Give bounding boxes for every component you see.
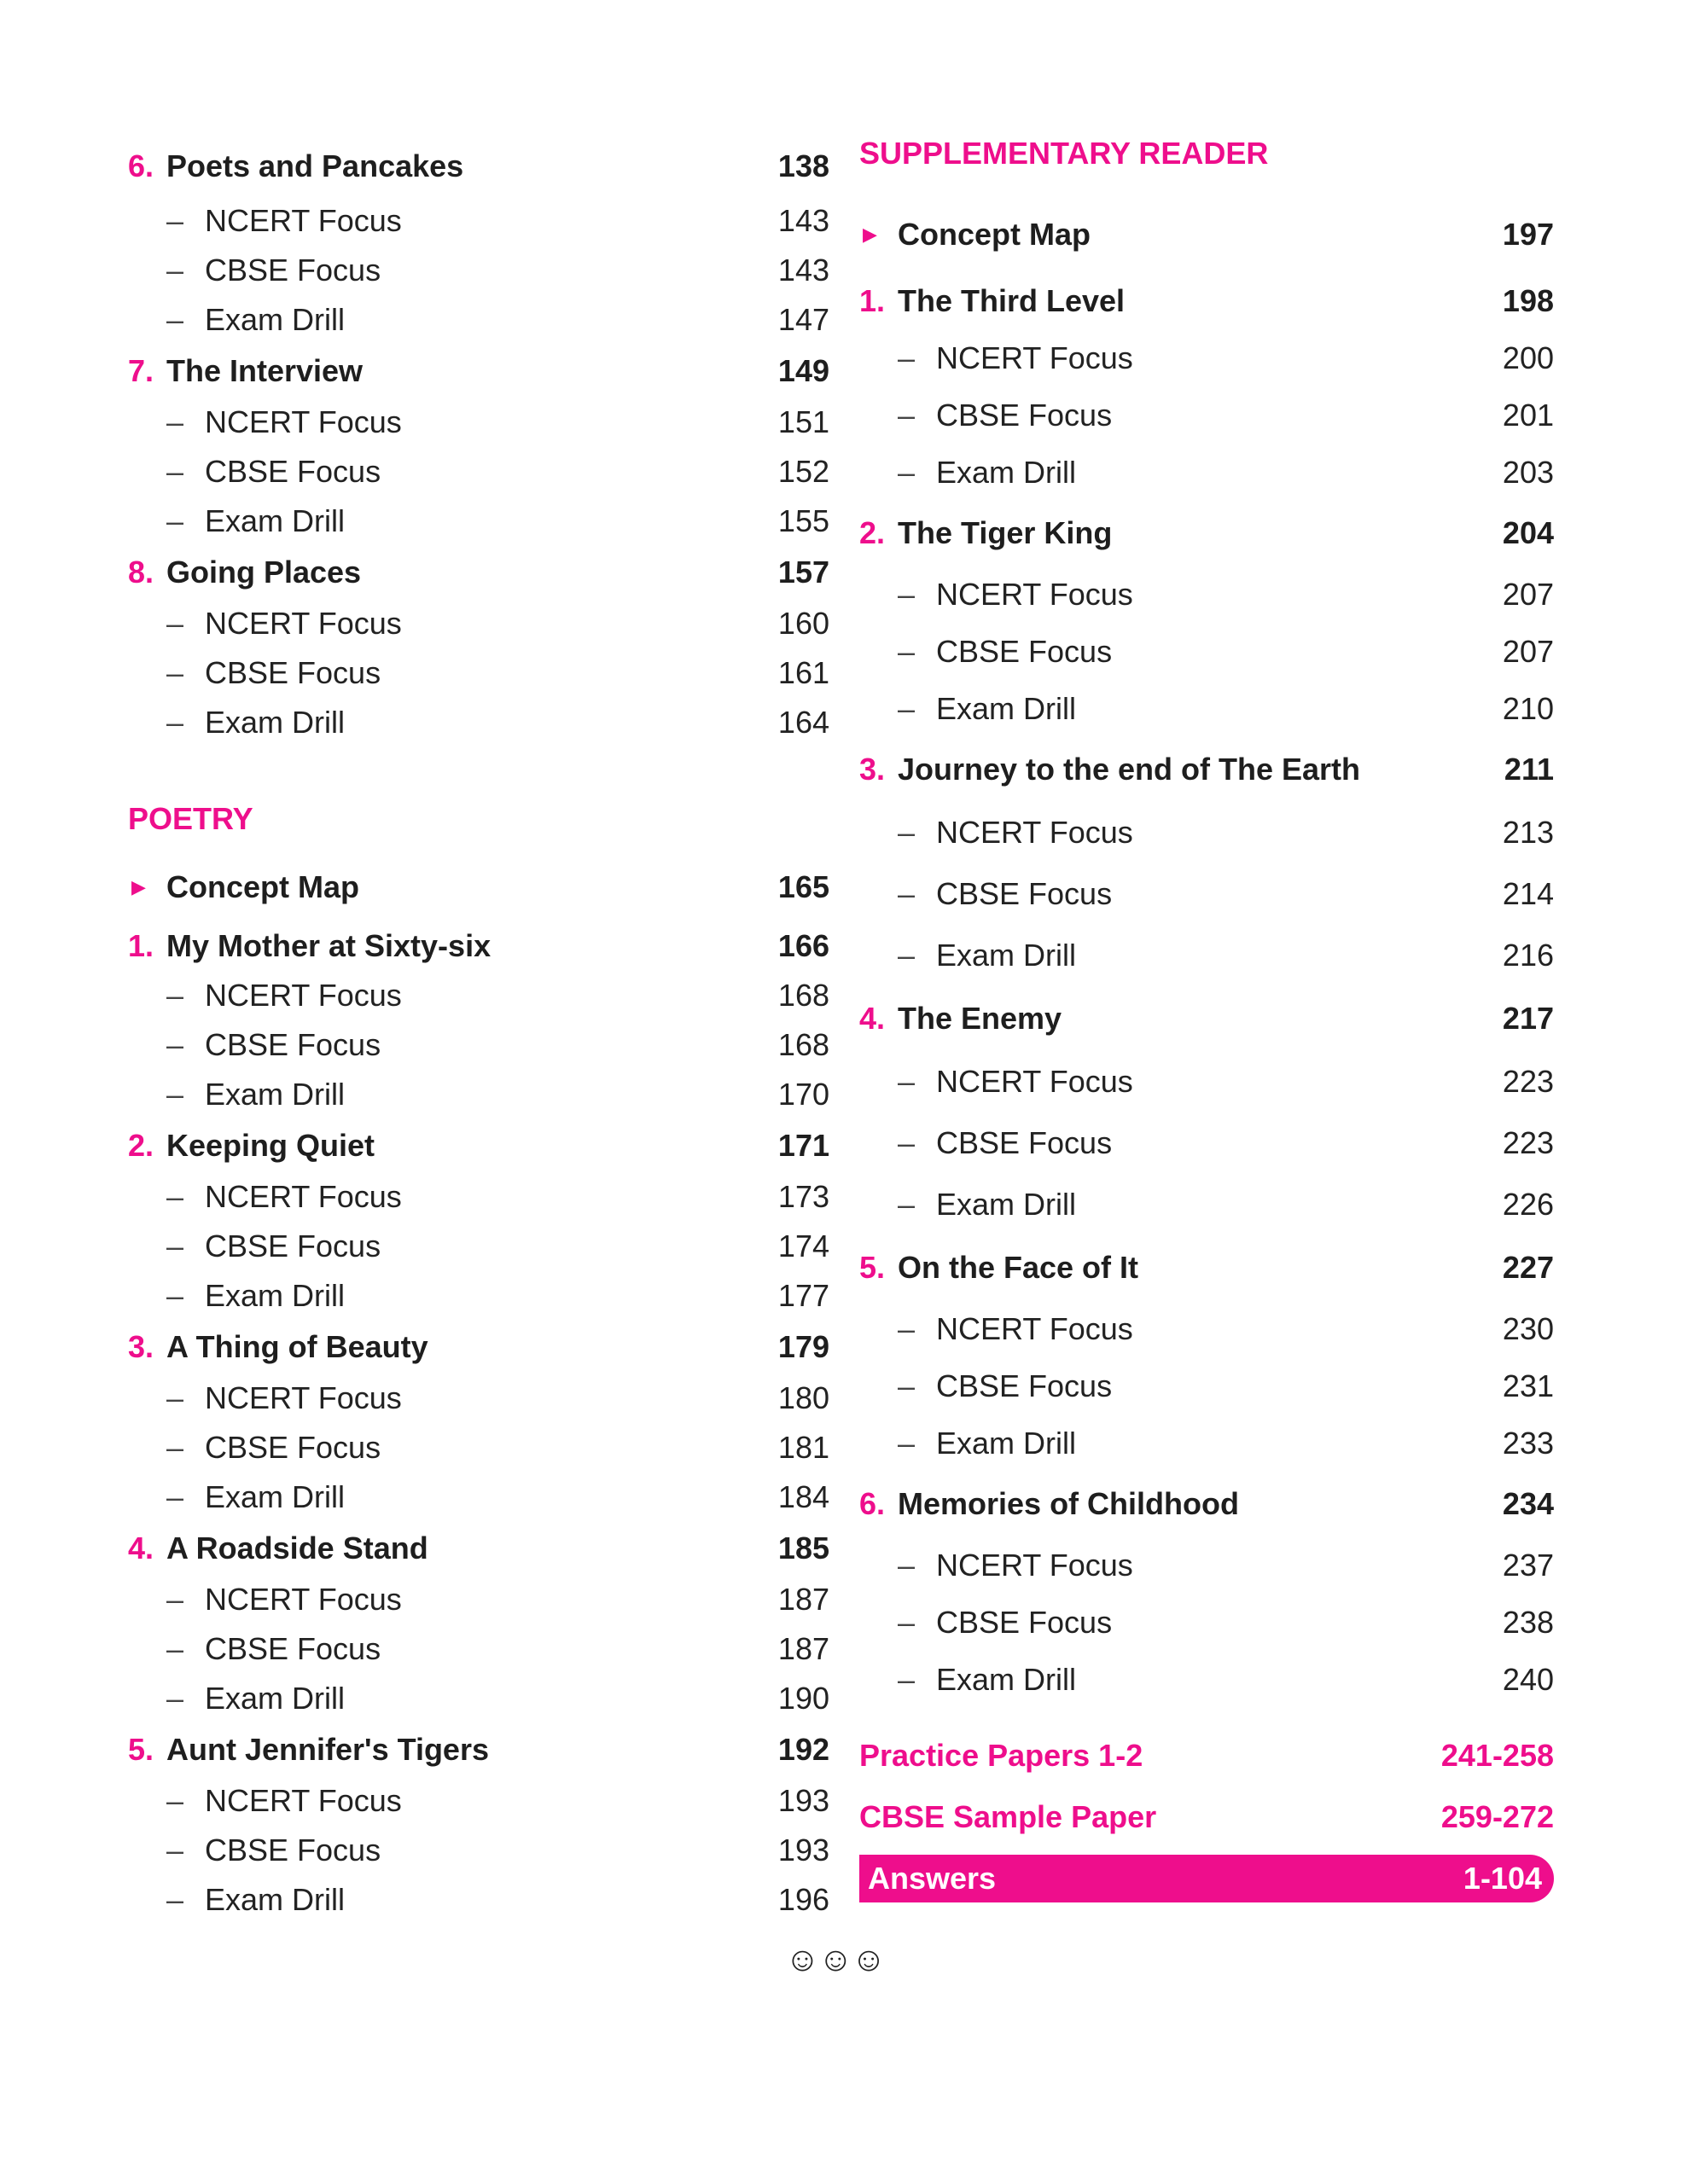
dash-bullet: – bbox=[166, 203, 184, 238]
chapter-page: 198 bbox=[1502, 283, 1554, 318]
subsection-page: 196 bbox=[777, 1882, 829, 1917]
chapter-page: 185 bbox=[777, 1531, 829, 1565]
subsection-label: CBSE Focus bbox=[936, 397, 1113, 433]
chapter-title: Poets and Pancakes bbox=[166, 148, 464, 183]
subsection-row[interactable] bbox=[128, 1624, 829, 1674]
subsection-label: CBSE Focus bbox=[205, 454, 381, 489]
chapter-title: Keeping Quiet bbox=[166, 1128, 375, 1163]
dash-bullet: – bbox=[166, 1783, 184, 1818]
subsection-page: 161 bbox=[777, 655, 829, 690]
subsection-row[interactable] bbox=[128, 246, 829, 295]
sample-paper-pages: 259-272 bbox=[1440, 1799, 1554, 1834]
chapter-block bbox=[128, 1723, 829, 1925]
chapter-number: 6. bbox=[859, 1486, 886, 1521]
dash-bullet: – bbox=[166, 503, 184, 538]
chapter-title: The Enemy bbox=[898, 1001, 1062, 1036]
subsection-page: 201 bbox=[1502, 397, 1554, 433]
subsection-row[interactable] bbox=[859, 623, 1554, 680]
chapter-number: 3. bbox=[128, 1329, 154, 1364]
chapter-heading[interactable] bbox=[128, 1723, 829, 1776]
subsection-label: Exam Drill bbox=[936, 1425, 1077, 1461]
subsection-page: 152 bbox=[777, 454, 829, 489]
subsection-label: NCERT Focus bbox=[936, 1310, 1133, 1346]
subsection-page: 143 bbox=[777, 203, 829, 238]
subsection-row[interactable] bbox=[128, 1271, 829, 1321]
dash-bullet: – bbox=[898, 1064, 916, 1099]
chapter-title: Journey to the end of The Earth bbox=[898, 752, 1361, 787]
dash-bullet: – bbox=[898, 1368, 916, 1403]
subsection-label: CBSE Focus bbox=[205, 1430, 381, 1465]
subsection-row[interactable] bbox=[859, 1414, 1554, 1472]
chapter-page: 234 bbox=[1502, 1486, 1554, 1521]
dash-bullet: – bbox=[166, 1380, 184, 1415]
subsection-row[interactable] bbox=[859, 1051, 1554, 1112]
chapter-page: 171 bbox=[777, 1128, 829, 1163]
chapter-number: 4. bbox=[128, 1531, 154, 1565]
subsection-row[interactable] bbox=[128, 1575, 829, 1624]
subsection-page: 170 bbox=[777, 1077, 829, 1112]
subsection-label: NCERT Focus bbox=[936, 815, 1133, 850]
subsection-page: 174 bbox=[777, 1228, 829, 1263]
dash-bullet: – bbox=[166, 606, 184, 641]
dash-bullet: – bbox=[898, 1425, 916, 1461]
subsection-page: 155 bbox=[777, 503, 829, 538]
subsection-row[interactable] bbox=[128, 1826, 829, 1875]
chapter-number: 8. bbox=[128, 555, 154, 590]
subsection-page: 238 bbox=[1502, 1604, 1554, 1640]
subsection-page: 180 bbox=[777, 1380, 829, 1415]
subsection-row[interactable] bbox=[859, 1594, 1554, 1651]
subsection-row[interactable] bbox=[128, 1776, 829, 1826]
subsection-page: 173 bbox=[777, 1179, 829, 1214]
chapter-page: 192 bbox=[777, 1732, 829, 1767]
chapter-number: 6. bbox=[128, 148, 154, 183]
subsection-label: Exam Drill bbox=[936, 1661, 1077, 1697]
dash-bullet: – bbox=[166, 1278, 184, 1313]
subsection-row[interactable] bbox=[859, 1112, 1554, 1174]
dash-bullet: – bbox=[166, 1479, 184, 1514]
subsection-row[interactable] bbox=[859, 802, 1554, 863]
dash-bullet: – bbox=[898, 938, 916, 973]
dash-bullet: – bbox=[166, 1582, 184, 1617]
chapter-title: Memories of Childhood bbox=[898, 1486, 1239, 1521]
dash-bullet: – bbox=[166, 705, 184, 740]
dash-bullet: – bbox=[166, 978, 184, 1013]
dash-bullet: – bbox=[166, 302, 184, 337]
subsection-row[interactable] bbox=[128, 497, 829, 546]
dash-bullet: – bbox=[166, 1631, 184, 1666]
smiley-ornament: ☺☺☺ bbox=[785, 1941, 885, 1978]
subsection-page: 168 bbox=[777, 978, 829, 1013]
chapter-heading[interactable] bbox=[859, 1235, 1554, 1300]
subsection-label: Exam Drill bbox=[936, 690, 1077, 726]
dash-bullet: – bbox=[166, 1430, 184, 1465]
subsection-page: 143 bbox=[777, 253, 829, 288]
subsection-row[interactable] bbox=[128, 1875, 829, 1925]
subsection-label: NCERT Focus bbox=[936, 1064, 1133, 1099]
dash-bullet: – bbox=[898, 1125, 916, 1160]
chapter-heading[interactable] bbox=[128, 1522, 829, 1575]
concept-map-page: 165 bbox=[777, 869, 829, 904]
subsection-row[interactable] bbox=[859, 1357, 1554, 1414]
chapter-block bbox=[128, 1119, 829, 1321]
section-title-poetry: POETRY bbox=[128, 801, 253, 836]
subsection-page: 160 bbox=[777, 606, 829, 641]
subsection-label: CBSE Focus bbox=[205, 1027, 381, 1062]
subsection-row[interactable] bbox=[128, 599, 829, 648]
subsection-label: NCERT Focus bbox=[936, 1547, 1133, 1583]
chapter-block bbox=[859, 501, 1554, 737]
dash-bullet: – bbox=[166, 1681, 184, 1716]
subsection-row[interactable] bbox=[859, 1300, 1554, 1357]
subsection-page: 164 bbox=[777, 705, 829, 740]
subsection-label: NCERT Focus bbox=[205, 1582, 402, 1617]
subsection-label: CBSE Focus bbox=[205, 1833, 381, 1867]
subsection-label: CBSE Focus bbox=[205, 655, 381, 690]
dash-bullet: – bbox=[898, 1604, 916, 1640]
dash-bullet: – bbox=[166, 454, 184, 489]
subsection-row[interactable] bbox=[128, 1070, 829, 1119]
subsection-row[interactable] bbox=[128, 1472, 829, 1522]
sample-paper-row[interactable] bbox=[859, 1786, 1554, 1848]
answers-bar[interactable] bbox=[859, 1855, 1554, 1902]
subsection-page: 187 bbox=[777, 1631, 829, 1666]
subsection-page: 216 bbox=[1502, 938, 1554, 973]
chapter-block bbox=[859, 737, 1554, 986]
subsection-label: NCERT Focus bbox=[205, 404, 402, 439]
chapter-page: 211 bbox=[1504, 752, 1554, 787]
dash-bullet: – bbox=[898, 633, 916, 669]
chapter-number: 5. bbox=[859, 1250, 886, 1285]
subsection-page: 214 bbox=[1502, 876, 1554, 911]
dash-bullet: – bbox=[898, 340, 916, 375]
chapter-page: 217 bbox=[1502, 1001, 1554, 1036]
subsection-page: 210 bbox=[1502, 690, 1554, 726]
chapter-title: Going Places bbox=[166, 555, 362, 590]
subsection-page: 230 bbox=[1502, 1310, 1554, 1346]
chapter-block bbox=[128, 345, 829, 546]
subsection-label: NCERT Focus bbox=[936, 340, 1133, 375]
chapter-heading[interactable] bbox=[128, 1321, 829, 1374]
subsection-page: 207 bbox=[1502, 633, 1554, 669]
answers-pages: 1-104 bbox=[1463, 1861, 1542, 1896]
subsection-label: Exam Drill bbox=[205, 1681, 346, 1716]
chapter-page: 138 bbox=[777, 148, 829, 183]
chapter-heading[interactable] bbox=[859, 273, 1554, 329]
concept-map-label: Concept Map bbox=[898, 217, 1091, 252]
subsection-page: 231 bbox=[1502, 1368, 1554, 1403]
concept-map-row[interactable] bbox=[859, 196, 1554, 273]
dash-bullet: – bbox=[166, 1179, 184, 1214]
subsection-page: 190 bbox=[777, 1681, 829, 1716]
subsection-label: Exam Drill bbox=[205, 1077, 346, 1112]
chapter-page: 157 bbox=[777, 555, 829, 590]
subsection-row[interactable] bbox=[859, 386, 1554, 444]
chapter-heading[interactable] bbox=[859, 501, 1554, 566]
concept-map-row[interactable] bbox=[128, 853, 829, 921]
chapter-page: 204 bbox=[1502, 515, 1554, 550]
subsection-row[interactable] bbox=[128, 398, 829, 447]
subsection-row[interactable] bbox=[859, 329, 1554, 386]
subsection-page: 184 bbox=[777, 1479, 829, 1514]
subsection-row[interactable] bbox=[859, 1174, 1554, 1235]
subsection-row[interactable] bbox=[128, 648, 829, 698]
chapter-block bbox=[128, 1321, 829, 1522]
subsection-label: NCERT Focus bbox=[205, 1380, 402, 1415]
subsection-label: CBSE Focus bbox=[205, 253, 381, 288]
subsection-row[interactable] bbox=[859, 444, 1554, 501]
dash-bullet: – bbox=[166, 1882, 184, 1917]
dash-bullet: – bbox=[898, 454, 916, 490]
dash-bullet: – bbox=[166, 404, 184, 439]
chapter-number: 3. bbox=[859, 752, 886, 787]
dash-bullet: – bbox=[898, 1547, 916, 1583]
chapter-title: A Thing of Beauty bbox=[166, 1329, 428, 1364]
chapter-block bbox=[859, 986, 1554, 1235]
dash-bullet: – bbox=[898, 876, 916, 911]
chapter-heading[interactable] bbox=[859, 1472, 1554, 1536]
subsection-label: NCERT Focus bbox=[205, 203, 402, 238]
subsection-label: CBSE Focus bbox=[936, 1368, 1113, 1403]
subsection-label: Exam Drill bbox=[205, 302, 346, 337]
dash-bullet: – bbox=[898, 815, 916, 850]
subsection-page: 200 bbox=[1502, 340, 1554, 375]
subsection-label: CBSE Focus bbox=[936, 876, 1113, 911]
subsection-label: CBSE Focus bbox=[936, 633, 1113, 669]
subsection-row[interactable] bbox=[859, 1651, 1554, 1708]
subsection-row[interactable] bbox=[128, 295, 829, 345]
subsection-row[interactable] bbox=[128, 1172, 829, 1222]
chapter-title: A Roadside Stand bbox=[166, 1531, 428, 1565]
dash-bullet: – bbox=[166, 655, 184, 690]
chapter-page: 227 bbox=[1502, 1250, 1554, 1285]
subsection-label: Exam Drill bbox=[205, 705, 346, 740]
subsection-page: 237 bbox=[1502, 1547, 1554, 1583]
sample-paper-label: CBSE Sample Paper bbox=[859, 1799, 1157, 1834]
subsection-page: 207 bbox=[1502, 576, 1554, 612]
concept-map-label: Concept Map bbox=[166, 869, 360, 904]
chapter-title: The Interview bbox=[166, 353, 364, 388]
chapter-block bbox=[128, 546, 829, 747]
section-title-supplementary-reader: SUPPLEMENTARY READER bbox=[859, 136, 1269, 171]
chapter-title: Aunt Jennifer's Tigers bbox=[166, 1732, 489, 1767]
subsection-label: NCERT Focus bbox=[936, 576, 1133, 612]
dash-bullet: – bbox=[166, 1027, 184, 1062]
chapter-title: The Third Level bbox=[898, 283, 1126, 318]
answers-label: Answers bbox=[868, 1861, 997, 1896]
subsection-row[interactable] bbox=[128, 1674, 829, 1723]
subsection-page: 203 bbox=[1502, 454, 1554, 490]
subsection-label: CBSE Focus bbox=[205, 1228, 381, 1263]
dash-bullet: – bbox=[166, 1833, 184, 1867]
subsection-page: 240 bbox=[1502, 1661, 1554, 1697]
subsection-row[interactable] bbox=[128, 447, 829, 497]
chapter-block bbox=[128, 1522, 829, 1723]
left-column bbox=[128, 136, 829, 1925]
subsection-label: Exam Drill bbox=[205, 503, 346, 538]
chapter-number: 5. bbox=[128, 1732, 154, 1767]
chapter-block bbox=[859, 1472, 1554, 1708]
subsection-page: 151 bbox=[777, 404, 829, 439]
subsection-page: 187 bbox=[777, 1582, 829, 1617]
subsection-label: Exam Drill bbox=[205, 1882, 346, 1917]
chapter-title: On the Face of It bbox=[898, 1250, 1139, 1285]
subsection-page: 213 bbox=[1502, 815, 1554, 850]
subsection-label: CBSE Focus bbox=[936, 1604, 1113, 1640]
subsection-label: Exam Drill bbox=[205, 1278, 346, 1313]
subsection-label: NCERT Focus bbox=[205, 978, 402, 1013]
subsection-page: 223 bbox=[1502, 1125, 1554, 1160]
subsection-label: NCERT Focus bbox=[205, 1783, 402, 1818]
chapter-number: 7. bbox=[128, 353, 154, 388]
chapter-number: 1. bbox=[128, 928, 154, 963]
subsection-label: NCERT Focus bbox=[205, 606, 402, 641]
chapter-block bbox=[128, 136, 829, 345]
chapter-heading[interactable] bbox=[859, 986, 1554, 1051]
chapter-heading[interactable] bbox=[128, 345, 829, 398]
practice-papers-pages: 241-258 bbox=[1440, 1738, 1554, 1773]
triangle-marker-icon: ▶ bbox=[863, 224, 877, 245]
dash-bullet: – bbox=[898, 690, 916, 726]
chapter-heading[interactable] bbox=[128, 1119, 829, 1172]
chapter-block bbox=[128, 921, 829, 1119]
chapter-page: 149 bbox=[777, 353, 829, 388]
dash-bullet: – bbox=[898, 1310, 916, 1346]
chapter-number: 1. bbox=[859, 283, 886, 318]
subsection-page: 181 bbox=[777, 1430, 829, 1465]
subsection-page: 223 bbox=[1502, 1064, 1554, 1099]
chapter-number: 2. bbox=[128, 1128, 154, 1163]
dash-bullet: – bbox=[166, 253, 184, 288]
practice-papers-row[interactable] bbox=[859, 1725, 1554, 1786]
dash-bullet: – bbox=[166, 1077, 184, 1112]
subsection-page: 168 bbox=[777, 1027, 829, 1062]
subsection-page: 226 bbox=[1502, 1187, 1554, 1222]
chapter-heading[interactable] bbox=[128, 921, 829, 971]
right-column bbox=[859, 136, 1554, 1902]
subsection-page: 233 bbox=[1502, 1425, 1554, 1461]
subsection-label: Exam Drill bbox=[936, 938, 1077, 973]
subsection-page: 177 bbox=[777, 1278, 829, 1313]
subsection-row[interactable] bbox=[859, 566, 1554, 623]
subsection-row[interactable] bbox=[128, 1222, 829, 1271]
chapter-title: My Mother at Sixty-six bbox=[166, 928, 492, 963]
dash-bullet: – bbox=[898, 1187, 916, 1222]
subsection-row[interactable] bbox=[859, 863, 1554, 925]
practice-papers-label: Practice Papers 1-2 bbox=[859, 1738, 1143, 1773]
chapter-number: 4. bbox=[859, 1001, 886, 1036]
subsection-label: CBSE Focus bbox=[936, 1125, 1113, 1160]
chapter-heading[interactable] bbox=[859, 737, 1554, 802]
dash-bullet: – bbox=[898, 397, 916, 433]
subsection-row[interactable] bbox=[128, 1423, 829, 1472]
dash-bullet: – bbox=[166, 1228, 184, 1263]
subsection-row[interactable] bbox=[128, 971, 829, 1020]
chapter-number: 2. bbox=[859, 515, 886, 550]
chapter-block bbox=[859, 1235, 1554, 1472]
dash-bullet: – bbox=[898, 576, 916, 612]
triangle-marker-icon: ▶ bbox=[131, 876, 146, 897]
subsection-row[interactable] bbox=[859, 925, 1554, 986]
chapter-block bbox=[859, 273, 1554, 501]
subsection-row[interactable] bbox=[128, 196, 829, 246]
chapter-heading[interactable] bbox=[128, 136, 829, 196]
subsection-row[interactable] bbox=[128, 1020, 829, 1070]
chapter-page: 179 bbox=[777, 1329, 829, 1364]
chapter-title: The Tiger King bbox=[898, 515, 1113, 550]
subsection-label: NCERT Focus bbox=[205, 1179, 402, 1214]
subsection-row[interactable] bbox=[859, 680, 1554, 737]
subsection-label: Exam Drill bbox=[936, 454, 1077, 490]
subsection-page: 193 bbox=[777, 1783, 829, 1818]
subsection-label: Exam Drill bbox=[205, 1479, 346, 1514]
chapter-heading[interactable] bbox=[128, 546, 829, 599]
subsection-label: Exam Drill bbox=[936, 1187, 1077, 1222]
subsection-row[interactable] bbox=[128, 1374, 829, 1423]
subsection-page: 147 bbox=[777, 302, 829, 337]
subsection-row[interactable] bbox=[859, 1536, 1554, 1594]
subsection-page: 193 bbox=[777, 1833, 829, 1867]
dash-bullet: – bbox=[898, 1661, 916, 1697]
concept-map-page: 197 bbox=[1502, 217, 1554, 252]
chapter-page: 166 bbox=[777, 928, 829, 963]
subsection-label: CBSE Focus bbox=[205, 1631, 381, 1666]
subsection-row[interactable] bbox=[128, 698, 829, 747]
